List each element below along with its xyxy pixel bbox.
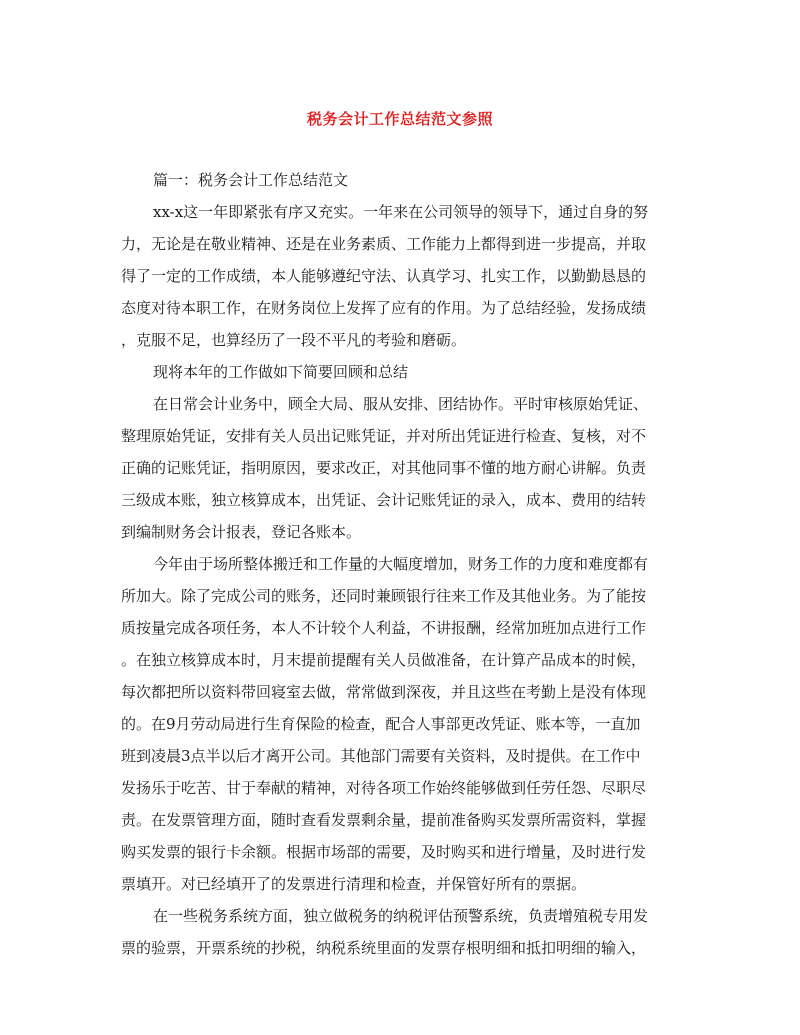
paragraph-line: 得了一定的工作成绩，本人能够遵纪守法、认真学习、扎实工作，以勤勤恳恳的 [121,267,647,285]
paragraph-line: 的。在9月劳动局进行生育保险的检查，配合人事部更改凭证、账本等，一直加 [121,715,641,733]
paragraph-line: 责。在发票管理方面，随时查看发票剩余量，提前准备购买发票所需资料，掌握 [121,811,647,829]
paragraph-line: xx-x这一年即紧张有序又充实。一年来在公司领导的领导下，通过自身的努 [153,203,649,221]
paragraph-line: 票的验票，开票系统的抄税，纳税系统里面的发票存根明细和抵扣明细的输入， [121,939,647,957]
paragraph-line: 。在独立核算成本时，月末提前提醒有关人员做准备，在计算产品成本的时候， [121,651,647,669]
paragraph-line: 在日常会计业务中，顾全大局、服从安排、团结协作。平时审核原始凭证、 [153,395,649,413]
paragraph-line: 现将本年的工作做如下简要回顾和总结 [153,363,409,381]
paragraph-line: 所加大。除了完成公司的账务，还同时兼顾银行往来工作及其他业务。为了能按 [121,587,647,605]
document-title: 税务会计工作总结范文参照 [306,110,493,128]
paragraph-line: ，克服不足，也算经历了一段不平凡的考验和磨砺。 [121,331,467,349]
paragraph-line: 每次都把所以资料带回寝室去做，常常做到深夜，并且这些在考勤上是没有体现 [121,683,647,701]
paragraph-line: 整理原始凭证，安排有关人员出记账凭证，并对所出凭证进行检查、复核，对不 [121,427,647,445]
paragraph-line: 到编制财务会计报表，登记各账本。 [121,523,362,541]
paragraph-line: 力，无论是在敬业精神、还是在业务素质、工作能力上都得到进一步提高，并取 [121,235,647,253]
paragraph-line: 发扬乐于吃苦、甘于奉献的精神，对待各项工作始终能够做到任劳任怨、尽职尽 [121,779,647,797]
paragraph-line: 班到凌晨3点半以后才离开公司。其他部门需要有关资料，及时提供。在工作中 [121,747,641,765]
paragraph-line: 在一些税务系统方面，独立做税务的纳税评估预警系统，负责增殖税专用发 [153,907,649,925]
paragraph-line: 态度对待本职工作，在财务岗位上发挥了应有的作用。为了总结经验，发扬成绩 [121,299,647,317]
paragraph-line: 购买发票的银行卡余额。根据市场部的需要，及时购买和进行增量，及时进行发 [121,843,647,861]
paragraph-line: 今年由于场所整体搬迁和工作量的大幅度增加，财务工作的力度和难度都有 [153,555,649,573]
paragraph-line: 票填开。对已经填开了的发票进行清理和检查，并保管好所有的票据。 [121,875,587,893]
paragraph-line: 三级成本账，独立核算成本，出凭证、会计记账凭证的录入，成本、费用的结转 [121,491,647,509]
paragraph-line: 质按量完成各项任务，本人不计较个人利益，不讲报酬，经常加班加点进行工作 [121,619,647,637]
section-heading: 篇一：税务会计工作总结范文 [153,171,349,189]
paragraph-line: 正确的记账凭证，指明原因，要求改正，对其他同事不懂的地方耐心讲解。负责 [121,459,647,477]
